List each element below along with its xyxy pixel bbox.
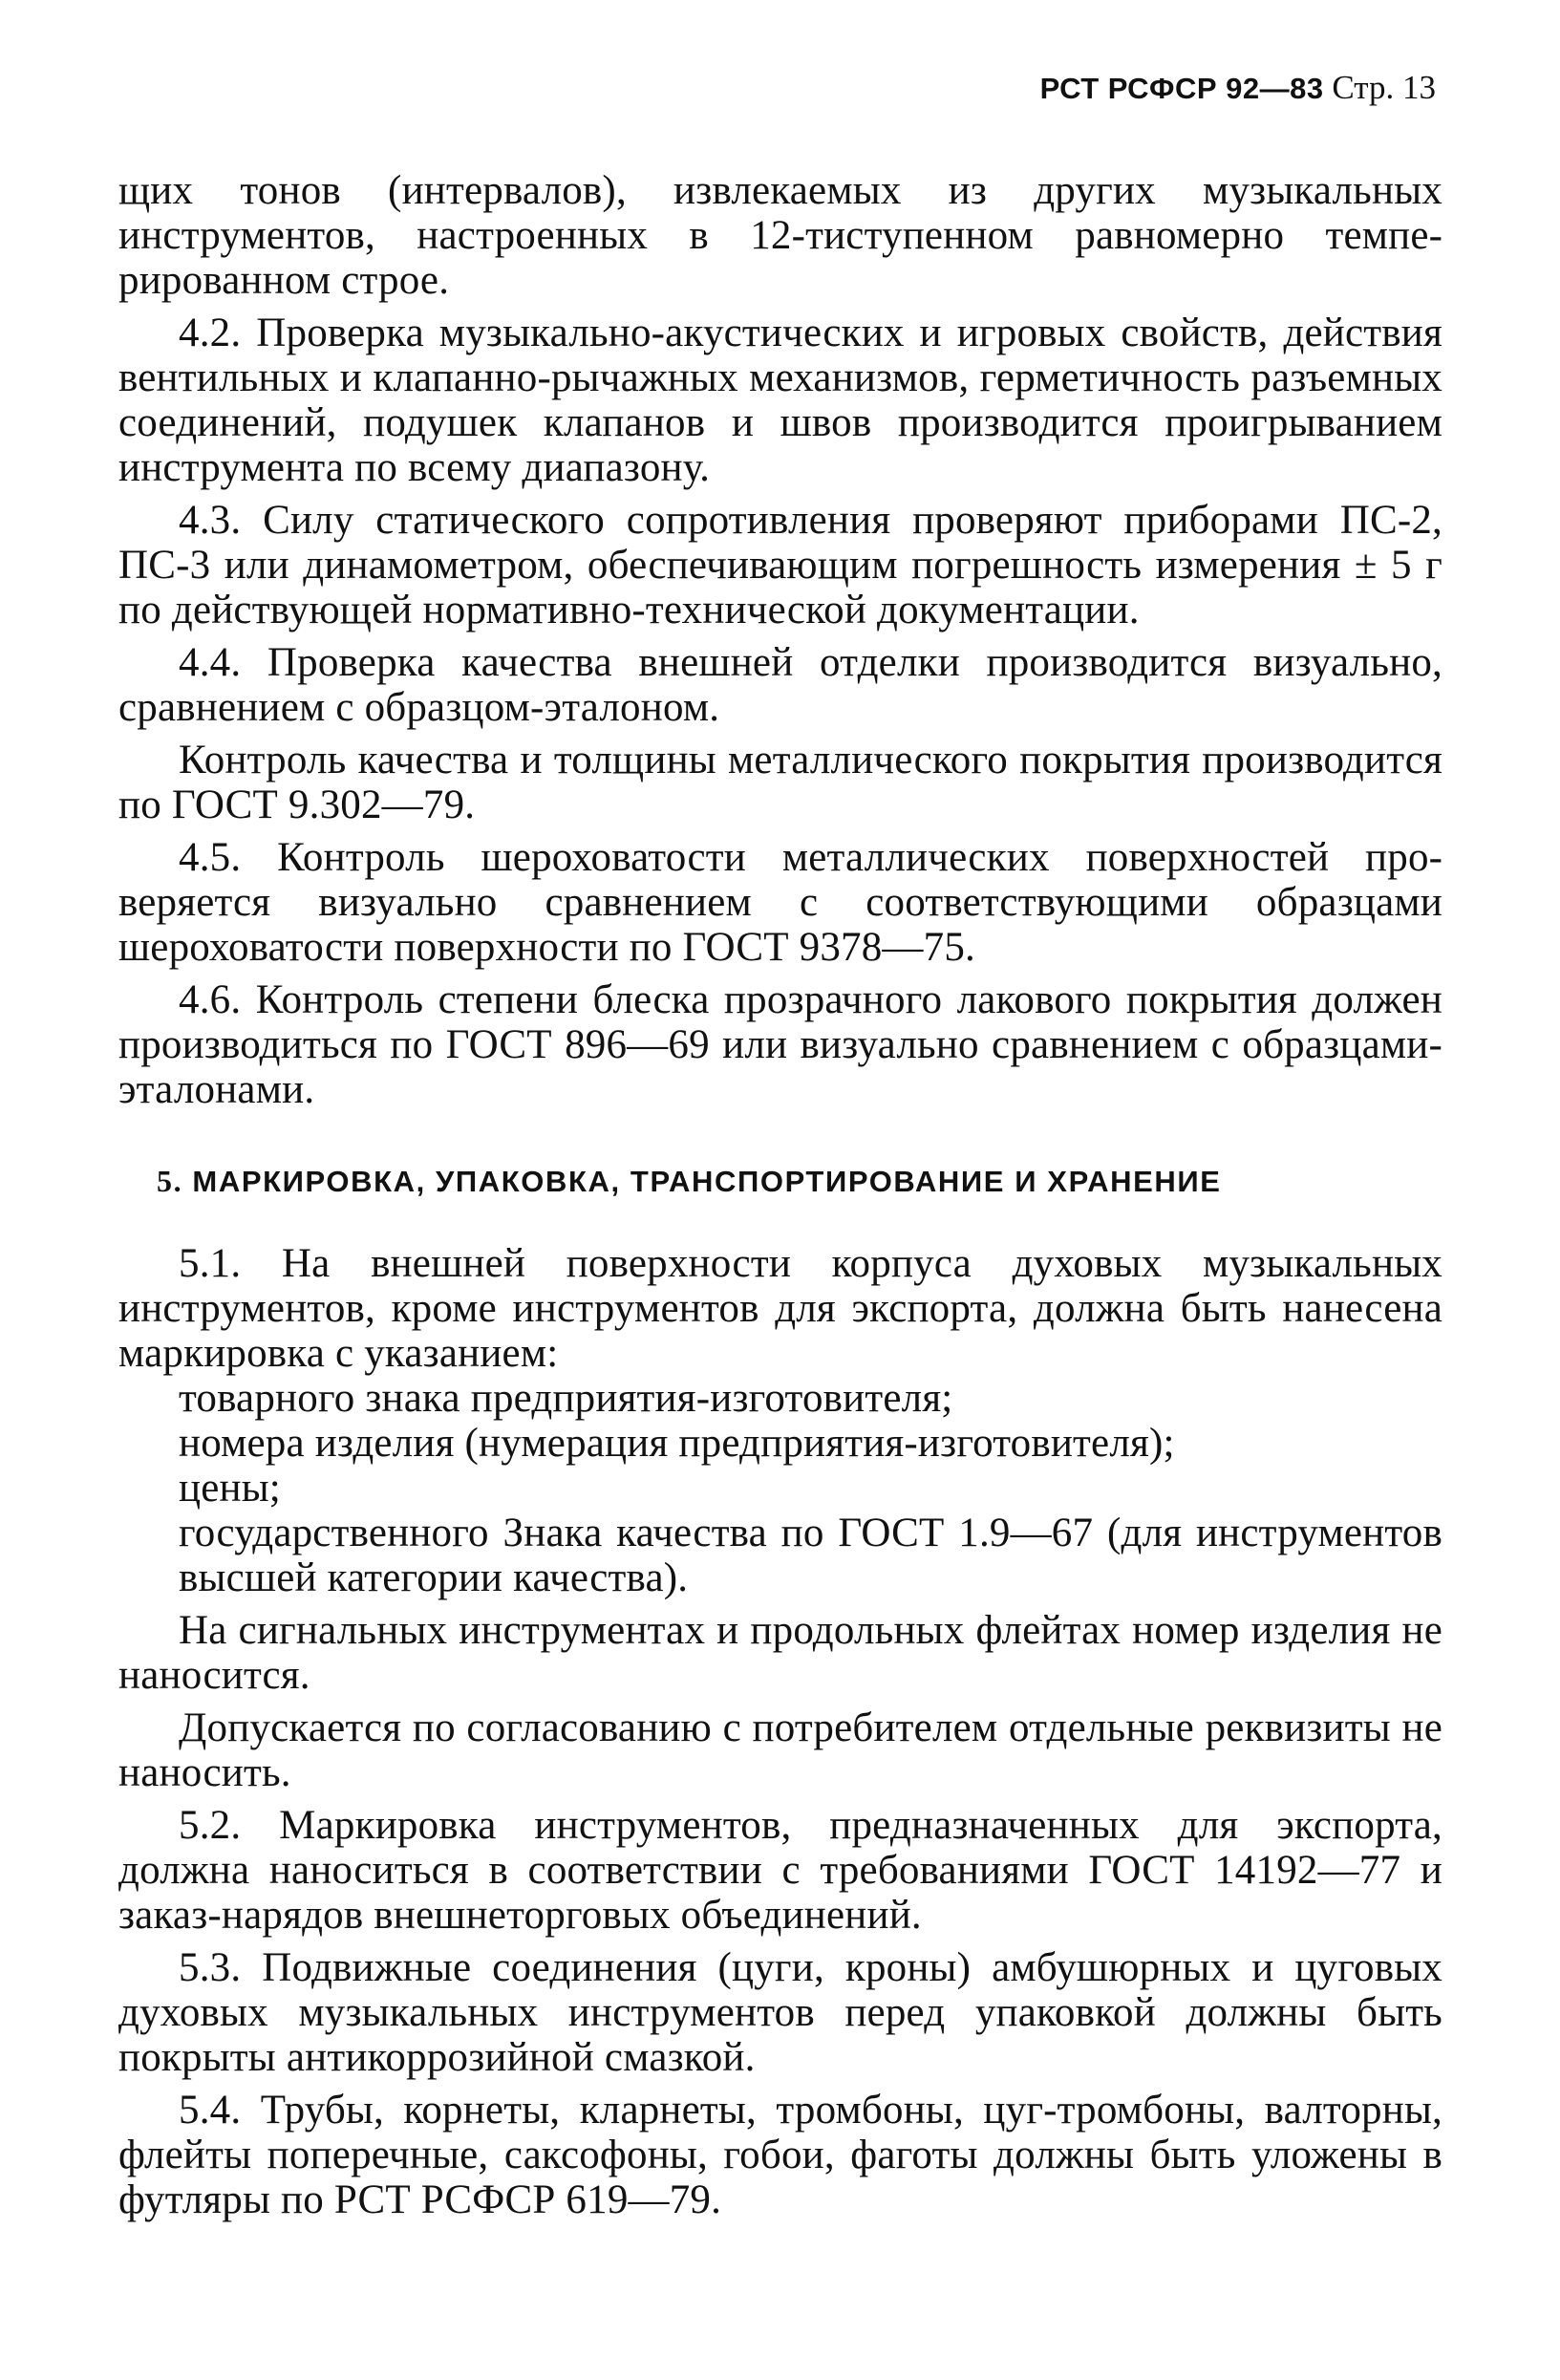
section-5-number: 5. <box>157 1164 183 1198</box>
paragraph-5-2: 5.2. Маркировка инструментов, предназначенных для экспорта, должна наноситься в соответствии с требованиями ГОСТ 14192—77 и заказ-нарядов внешнеторговых объединений. <box>118 1803 1442 1938</box>
paragraph-4-3: 4.3. Силу статического сопротивления проверяют приборами ПС-2, ПС-3 или динамометром, обеспечивающим погрешность измерения ± 5 г по действующей нормативно-технической документации. <box>118 498 1442 633</box>
paragraph-5-4: 5.4. Трубы, корнеты, кларнеты, тромбоны, цуг-тромбоны, валторны, флейты поперечные, саксофоны, гобои, фаготы должны быть уложены в футляры по РСТ РСФСР 619—79. <box>118 2088 1442 2222</box>
section-5-title: МАРКИРОВКА, УПАКОВКА, ТРАНСПОРТИРОВАНИЕ И ХРАНЕНИЕ <box>192 1165 1222 1198</box>
paragraph-continued: щих тонов (интервалов), извлекаемых из других музыкальных инструментов, настроенных в 12-тиступенном равномерно темперированном строе. <box>118 168 1442 303</box>
running-header <box>1040 69 1436 108</box>
paragraph-5-3: 5.3. Подвижные соединения (цуги, кроны) амбушюрных и цуговых духовых музыкальных инструментов перед упаковкой должны быть покрыты антикоррозийной смазкой. <box>118 1945 1442 2080</box>
paragraph-4-5: 4.5. Контроль шероховатости металлических поверхностей проверяется визуально сравнением с соответствующими образцами шероховатости поверхности по ГОСТ 9378—75. <box>118 835 1442 970</box>
paragraph-5-1-signal-instruments: На сигнальных инструментах и продольных флейтах номер изделия не наносится. <box>118 1608 1442 1698</box>
marking-list-item-serial: номера изделия (нумерация предприятия-изготовителя); <box>179 1421 1175 1466</box>
paragraph-4-6: 4.6. Контроль степени блеска прозрачного лакового покрытия должен производиться по ГОСТ 896—69 или визуально сравнением с образцами-эталонами. <box>118 977 1442 1112</box>
header-page-number: Стр. 13 <box>1332 69 1436 106</box>
marking-list-item-price: цены; <box>179 1466 281 1511</box>
paragraph-5-1: 5.1. На внешней поверхности корпуса духовых музыкальных инструментов, кроме инструментов для экспорта, должна быть нанесена маркировка с указанием: <box>118 1241 1442 1376</box>
paragraph-4-4-coating: Контроль качества и толщины металлического покрытия производится по ГОСТ 9.302—79. <box>118 738 1442 827</box>
marking-list-item-trademark: товарного знака предприятия-изготовителя; <box>179 1376 953 1421</box>
paragraph-4-2: 4.2. Проверка музыкально-акустических и игровых свойств, действия вентильных и клапанно-рычажных механизмов, герметичность разъемных соединений, подушек клапанов и швов производится проигрыванием инструмента по всему диапазону. <box>118 311 1442 490</box>
page-body <box>118 168 1442 2222</box>
header-standard-code: РСТ РСФСР 92—83 <box>1039 72 1324 105</box>
paragraph-5-1-requisites: Допускается по согласованию с потребителем отдельные реквизиты не наносить. <box>118 1705 1442 1795</box>
section-5-heading <box>118 1162 1442 1201</box>
paragraph-4-4: 4.4. Проверка качества внешней отделки производится визуально, сравнением с образцом-эталоном. <box>118 640 1442 730</box>
marking-list-item-quality-mark: государственного Знака качества по ГОСТ 1.9—67 (для инструментов высшей категории качества). <box>179 1511 1442 1600</box>
